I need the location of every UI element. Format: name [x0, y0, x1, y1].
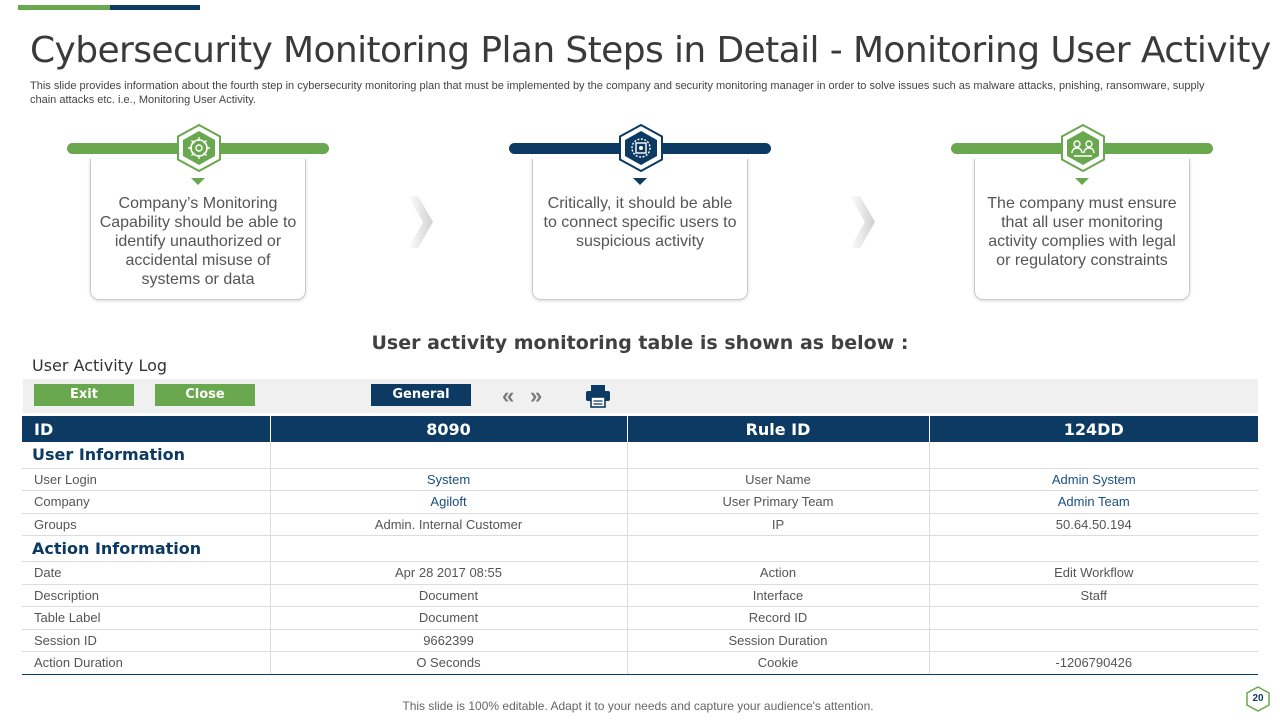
printer-icon[interactable] — [585, 384, 611, 408]
table-cell: Session Duration — [627, 629, 929, 652]
table-cell: Session ID — [22, 629, 270, 652]
hexagon-gear-icon — [176, 124, 222, 172]
table-row — [22, 652, 1258, 675]
section-title: Action Information — [22, 536, 270, 562]
log-toolbar — [23, 379, 1258, 413]
table-cell: Interface — [627, 584, 929, 607]
step-pointer — [1075, 178, 1089, 185]
table-cell: Record ID — [627, 607, 929, 630]
page-subtitle: This slide provides information about the fourth step in cybersecurity monitoring plan that must be implemented by the company and security monitoring manager in order to solve issues such as malware attacks, pnishing, ransomware, supply chain attacks etc. i.e., Monitoring User Activity. — [30, 80, 1205, 106]
table-cell: Table Label — [22, 607, 270, 630]
table-cell: -1206790426 — [929, 652, 1258, 675]
user-activity-table — [22, 416, 1258, 675]
table-cell: Date — [22, 562, 270, 585]
column-header: 124DD — [929, 416, 1258, 442]
column-header: 8090 — [270, 416, 627, 442]
table-row — [22, 513, 1258, 536]
table-cell — [929, 607, 1258, 630]
page-number-badge — [1246, 686, 1270, 712]
table-cell — [270, 536, 627, 562]
table-cell: Admin System — [929, 468, 1258, 491]
table-cell — [270, 442, 627, 468]
hexagon-security-chip-icon — [618, 124, 664, 172]
step-text: The company must ensure that all user monitoring activity complies with legal or regulatory constraints — [987, 195, 1177, 269]
next-icon[interactable]: » — [530, 383, 543, 408]
step-pointer — [633, 178, 647, 185]
top-accent-blue — [110, 5, 200, 10]
table-row — [22, 584, 1258, 607]
table-row — [22, 562, 1258, 585]
step-text: Company’s Monitoring Capability should be able to identify unauthorized or accidental misuse of systems or data — [99, 195, 297, 288]
exit-button[interactable]: Exit — [34, 384, 134, 406]
hexagon-user-network-icon — [1060, 124, 1106, 172]
table-cell: 50.64.50.194 — [929, 513, 1258, 536]
table-cell: Document — [270, 584, 627, 607]
column-header: Rule ID — [627, 416, 929, 442]
table-cell: User Name — [627, 468, 929, 491]
table-cell — [929, 536, 1258, 562]
close-button[interactable]: Close — [155, 384, 255, 406]
table-row — [22, 629, 1258, 652]
chevron-right-icon — [408, 196, 434, 248]
table-cell: Company — [22, 491, 270, 514]
table-cell: Admin Team — [929, 491, 1258, 514]
chevron-right-icon — [850, 196, 876, 248]
section-row — [22, 536, 1258, 562]
step-card-1 — [67, 124, 329, 304]
table-row — [22, 607, 1258, 630]
table-cell: Apr 28 2017 08:55 — [270, 562, 627, 585]
table-cell: Description — [22, 584, 270, 607]
table-cell: Action — [627, 562, 929, 585]
column-header: ID — [22, 416, 270, 442]
table-cell: 9662399 — [270, 629, 627, 652]
table-cell: Groups — [22, 513, 270, 536]
table-cell: System — [270, 468, 627, 491]
previous-icon[interactable]: « — [502, 383, 515, 408]
table-cell: Admin. Internal Customer — [270, 513, 627, 536]
table-cell — [627, 442, 929, 468]
table-cell: Cookie — [627, 652, 929, 675]
table-cell: Edit Workflow — [929, 562, 1258, 585]
page-title: Cybersecurity Monitoring Plan Steps in Detail - Monitoring User Activity — [30, 30, 1271, 71]
general-button[interactable]: General — [371, 384, 471, 406]
step-card-2 — [509, 124, 771, 304]
table-heading: User activity monitoring table is shown as below : — [371, 332, 909, 354]
table-cell: O Seconds — [270, 652, 627, 675]
table-cell — [627, 536, 929, 562]
page-number: 20 — [1252, 693, 1264, 704]
table-cell: User Primary Team — [627, 491, 929, 514]
footer-note: This slide is 100% editable. Adapt it to your needs and capture your audience's attention. — [402, 699, 874, 713]
log-label: User Activity Log — [32, 356, 168, 375]
table-cell — [929, 442, 1258, 468]
table-row — [22, 468, 1258, 491]
table-cell: IP — [627, 513, 929, 536]
table-row — [22, 491, 1258, 514]
table-cell: User Login — [22, 468, 270, 491]
table-cell: Action Duration — [22, 652, 270, 675]
step-text: Critically, it should be able to connect specific users to suspicious activity — [543, 195, 737, 250]
section-title: User Information — [22, 442, 270, 468]
table-header-row — [22, 416, 1258, 442]
step-card-3 — [951, 124, 1213, 304]
table-cell: Document — [270, 607, 627, 630]
table-cell: Staff — [929, 584, 1258, 607]
table-cell: Agiloft — [270, 491, 627, 514]
top-accent-green — [18, 5, 110, 10]
table-cell — [929, 629, 1258, 652]
section-row — [22, 442, 1258, 468]
step-pointer — [191, 178, 205, 185]
